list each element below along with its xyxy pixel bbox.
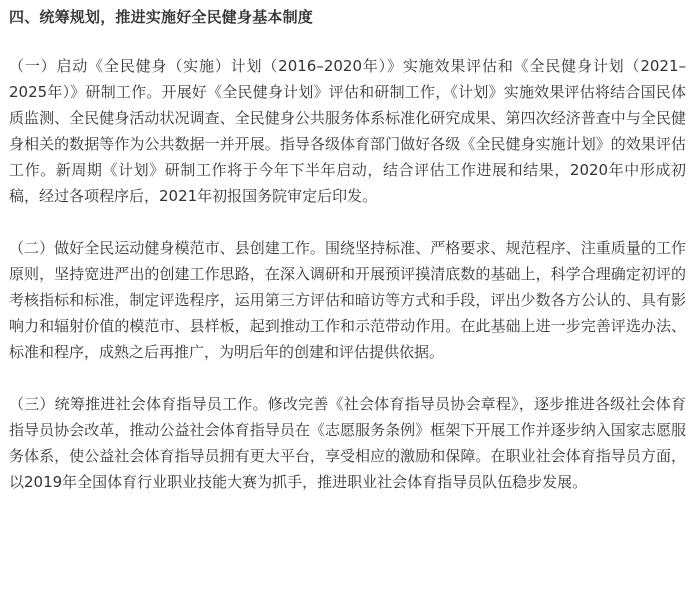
paragraph-social-sports-instructors: （三）统筹推进社会体育指导员工作。修改完善《社会体育指导员协会章程》，逐步推进各级社会体育指导员协会改革，推动公益社会体育指导员在《志愿服务条例》框架下开展工作并逐步纳入国家志愿服务体系，使公益社会体育指导员拥有更大平台，享受相应的激励和保障。在职业社会体育指导员方面，以2019年全国体育行业职业技能大赛为抓手，推进职业社会体育指导员队伍稳步发展。 [9,395,686,491]
paragraph-evaluation-plan: （一）启动《全民健身（实施）计划（2016–2020年）》实施效果评估和《全民健身计划（2021–2025年）》研制工作。开展好《全民健身计划》评估和研制工作，《计划》实施效果评估将结合国民体质监测、全民健身活动状况调查、全民健身公共服务体系标准化研究成果、第四次经济普查中与全民健身相关的数据等作为公共数据一并开展。指导各级体育部门做好各级《全民健身实施计划》的效果评估工作。新周期《计划》研制工作将于今年下半年启动，结合评估工作进展和结果，2020年中形成初稿，经过各项程序后，2021年初报国务院审定后印发。 [9,57,686,205]
paragraph-model-city-county: （二）做好全民运动健身模范市、县创建工作。围绕坚持标准、严格要求、规范程序、注重质量的工作原则，坚持宽进严出的创建工作思路，在深入调研和开展预评摸清底数的基础上，科学合理确定初评的考核指标和标准，制定评选程序，运用第三方评估和暗访等方式和手段，评出少数各方公认的、具有影响力和辐射价值的模范市、县样板，起到推动工作和示范带动作用。在此基础上进一步完善评选办法、标准和程序，成熟之后再推广，为明后年的创建和评估提供依据。 [9,239,686,361]
section-heading: 四、统筹规划，推进实施好全民健身基本制度 [9,8,314,26]
